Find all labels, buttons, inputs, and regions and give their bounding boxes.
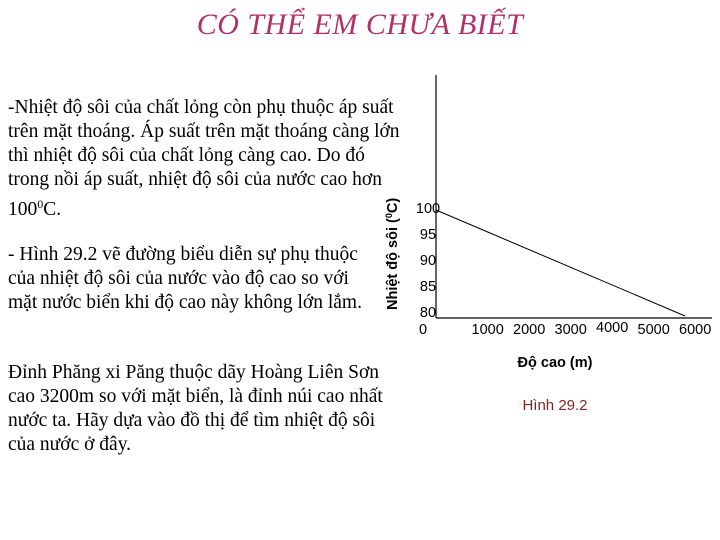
x-tick-label: 3000 bbox=[554, 322, 587, 338]
y-axis-label-sup: 0 bbox=[384, 213, 394, 219]
paragraph-boiling-pressure-text: -Nhiệt độ sôi của chất lỏng còn phụ thuộc áp suất trên mặt thoáng. Áp suất trên mặt thoáng càng lớn thì nhiệt độ sôi của chất lỏng càng cao. Do đó trong nồi áp suất, nhiệt độ sôi của nước cao hơn 100 bbox=[8, 97, 400, 220]
y-tick-label: 95 bbox=[419, 227, 437, 243]
x-tick-label: 0 bbox=[419, 322, 428, 338]
x-tick-label: 4000 bbox=[596, 320, 629, 336]
y-tick-label: 100 bbox=[415, 201, 441, 217]
y-axis-label-main: Nhiệt độ sôi ( bbox=[385, 218, 401, 310]
degree-superscript: 0 bbox=[37, 197, 44, 211]
paragraph-figure-description: - Hình 29.2 vẽ đường biểu diễn sự phụ thuộc của nhiệt độ sôi của nước vào độ cao so với mặt nước biển khi độ cao này không lớn lắm. bbox=[8, 244, 362, 313]
x-tick-label: 5000 bbox=[637, 322, 670, 338]
y-axis-label-end: C) bbox=[385, 197, 401, 214]
x-tick-label: 1000 bbox=[471, 322, 504, 338]
series-line bbox=[436, 210, 685, 316]
y-tick-label: 80 bbox=[419, 305, 437, 321]
x-axis-label: Độ cao (m) bbox=[517, 355, 593, 371]
y-tick-label: 85 bbox=[419, 279, 437, 295]
x-tick-label: 2000 bbox=[513, 322, 546, 338]
paragraph-boiling-pressure-tail: C. bbox=[43, 199, 62, 220]
x-tick-label: 6000 bbox=[679, 322, 712, 338]
figure-caption: Hình 29.2 bbox=[522, 397, 588, 414]
paragraph-question: Đỉnh Phăng xi Păng thuộc dãy Hoàng Liên Sơn cao 3200m so với mặt biển, là đỉnh núi cao nhất nước ta. Hãy dựa vào đồ thị để tìm nhiệt độ sôi của nước ở đây. bbox=[8, 362, 383, 455]
y-tick-label: 90 bbox=[419, 253, 437, 269]
page-title: CÓ THỂ EM CHƯA BIẾT bbox=[196, 8, 524, 41]
